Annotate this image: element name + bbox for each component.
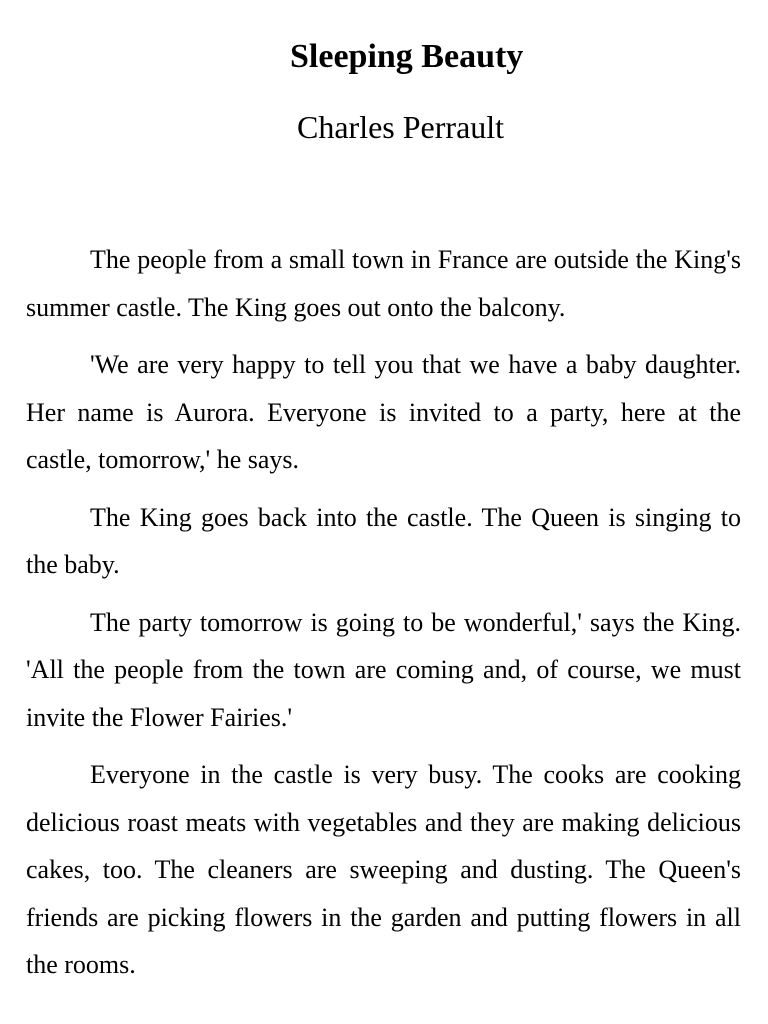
paragraph: The King goes back into the castle. The Queen is singing to the baby. <box>26 502 741 579</box>
paragraph: Everyone in the castle is very busy. The cooks are cooking delicious roast meats with vegetables and they are making delicious cakes, too. The cleaners are sweeping and dusting. The Queen's friends are picking flowers in the garden and putting flowers in all the rooms. <box>26 760 741 979</box>
story-text <box>26 236 741 999</box>
paragraph: 'We are very happy to tell you that we have a baby daughter. Her name is Aurora. Everyone is invited to a party, here at the castle, tomorrow,' he says. <box>26 350 741 474</box>
paragraph: The people from a small town in France are outside the King's summer castle. The King goes out onto the balcony. <box>26 245 741 322</box>
book-author: Charles Perrault <box>297 109 505 145</box>
book-title: Sleeping Beauty <box>290 38 524 75</box>
paragraph: The party tomorrow is going to be wonderful,' says the King. 'All the people from the town are coming and, of course, we must invite the Flower Fairies.' <box>26 607 741 732</box>
